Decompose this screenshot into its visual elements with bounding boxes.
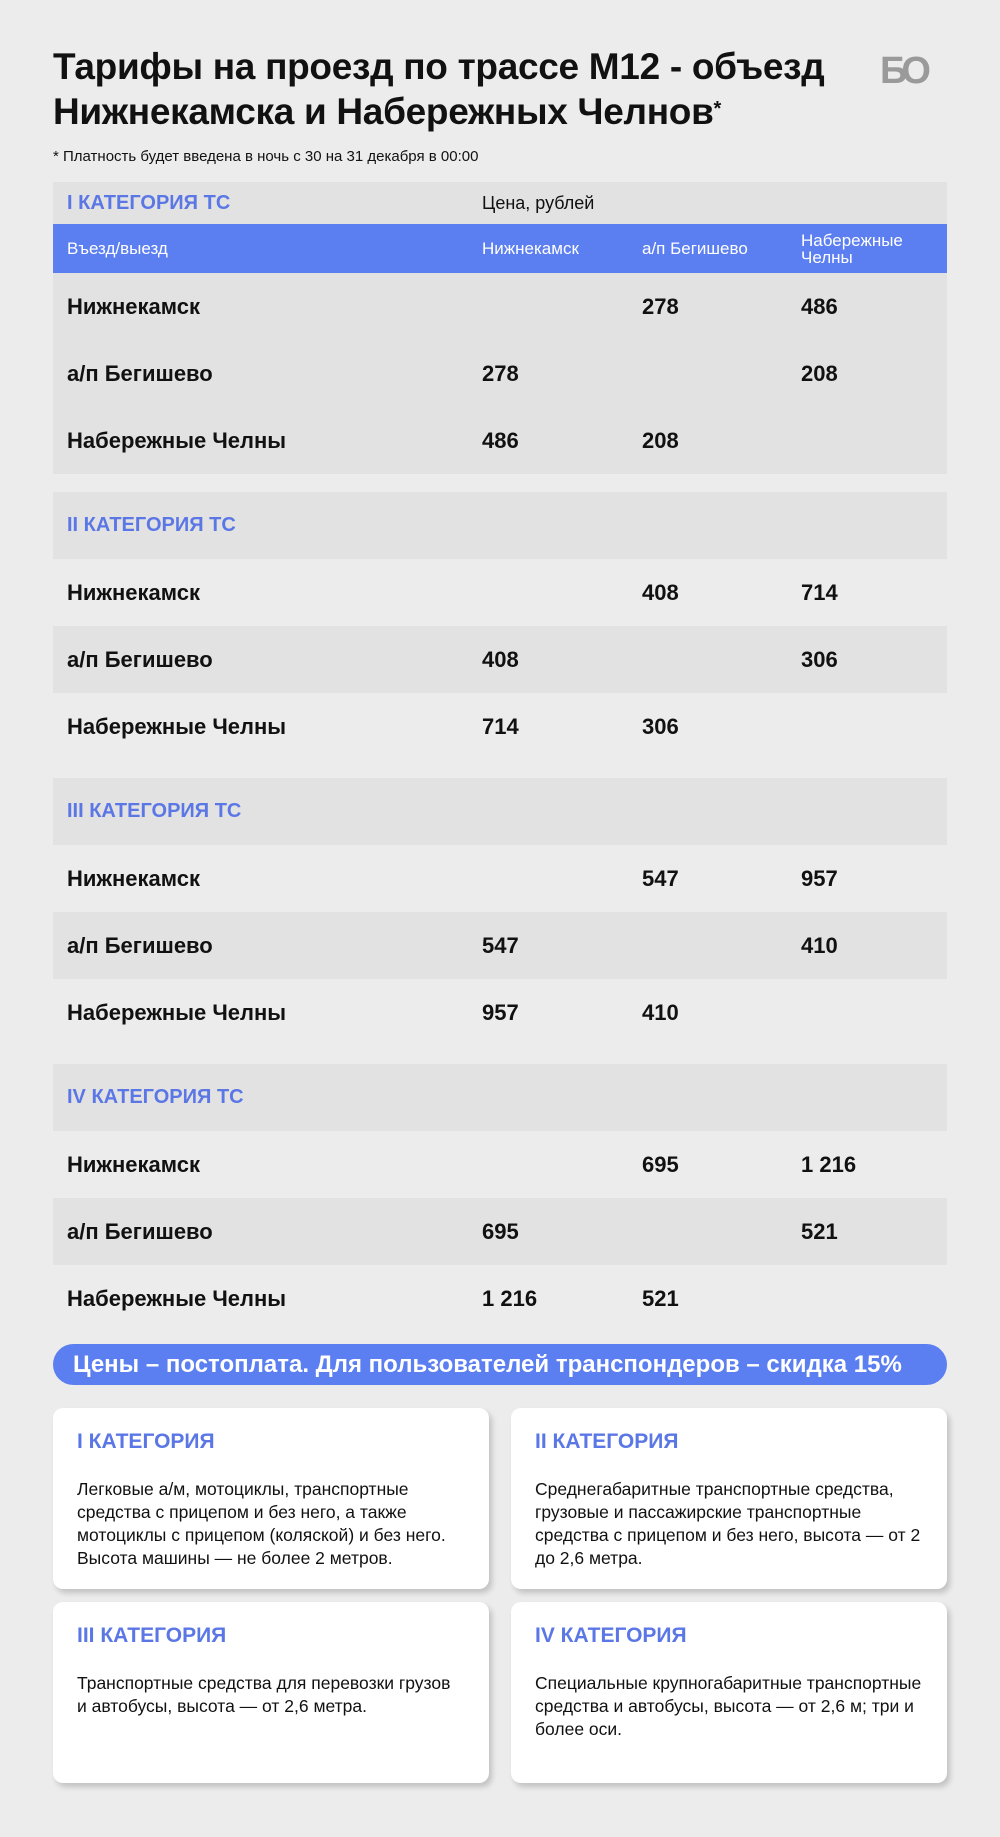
category-title: IV КАТЕГОРИЯ ТС bbox=[67, 1086, 244, 1108]
table-row bbox=[53, 273, 947, 340]
table-row bbox=[53, 979, 947, 1046]
route-name: Нижнекамск bbox=[67, 1151, 201, 1177]
title-footnote-marker: * bbox=[713, 98, 721, 120]
category-title: I КАТЕГОРИЯ ТС bbox=[67, 191, 231, 214]
route-name: Нижнекамск bbox=[67, 293, 201, 319]
price-cell: 208 bbox=[642, 427, 679, 453]
category-card-2 bbox=[511, 1408, 947, 1589]
price-label: Цена, рублей bbox=[482, 192, 595, 213]
table-row bbox=[53, 1131, 947, 1198]
logo-text: БО bbox=[880, 50, 925, 92]
category-card-4 bbox=[511, 1602, 947, 1783]
table-row bbox=[53, 693, 947, 760]
section-gap bbox=[53, 474, 947, 492]
category-row bbox=[53, 492, 947, 559]
route-name: Нижнекамск bbox=[67, 865, 201, 891]
section-gap bbox=[53, 760, 947, 778]
price-cell: 714 bbox=[801, 579, 838, 605]
table-row bbox=[53, 559, 947, 626]
route-name: Набережные Челны bbox=[67, 999, 287, 1025]
category-title: II КАТЕГОРИЯ ТС bbox=[67, 514, 236, 536]
route-name: Набережные Челны bbox=[67, 713, 287, 739]
price-cell: 547 bbox=[482, 932, 519, 958]
route-name: Набережные Челны bbox=[67, 1285, 287, 1311]
footnote: * Платность будет введена в ночь с 30 на 31 декабря в 00:00 bbox=[53, 148, 479, 165]
price-cell: 278 bbox=[642, 293, 679, 319]
price-cell: 521 bbox=[642, 1285, 679, 1311]
price-cell: 408 bbox=[482, 646, 519, 672]
route-name: Набережные Челны bbox=[67, 427, 287, 453]
price-cell: 306 bbox=[801, 646, 838, 672]
table-row bbox=[53, 407, 947, 474]
category-row bbox=[53, 1064, 947, 1131]
tariff-table bbox=[53, 182, 947, 1332]
title-line-2: Нижнекамска и Набережных Челнов bbox=[53, 91, 714, 132]
category-card-title: II КАТЕГОРИЯ bbox=[535, 1430, 679, 1453]
title-line-1: Тарифы на проезд по трассе М12 - объезд bbox=[53, 46, 825, 87]
table-row bbox=[53, 1198, 947, 1265]
category-card-title: III КАТЕГОРИЯ bbox=[77, 1624, 227, 1647]
category-card-title: IV КАТЕГОРИЯ bbox=[535, 1624, 687, 1647]
category-card-text: Среднегабаритные транспортные средства, грузовые и пассажирские транспортные средства с прицепом и без него, высота — от 2 до 2,6 метра. bbox=[535, 1479, 921, 1568]
route-name: а/п Бегишево bbox=[67, 360, 213, 386]
column-header: Нижнекамск bbox=[482, 238, 579, 258]
category-card-3 bbox=[53, 1602, 489, 1783]
price-cell: 410 bbox=[642, 999, 679, 1025]
price-cell: 408 bbox=[642, 579, 679, 605]
page-title bbox=[53, 44, 873, 134]
route-name: Нижнекамск bbox=[67, 579, 201, 605]
route-name: а/п Бегишево bbox=[67, 932, 213, 958]
category-row bbox=[53, 778, 947, 845]
table-row bbox=[53, 1265, 947, 1332]
table-header-row bbox=[53, 224, 947, 273]
table-row bbox=[53, 626, 947, 693]
table-row bbox=[53, 912, 947, 979]
bo-logo bbox=[880, 50, 948, 92]
category-card-1 bbox=[53, 1408, 489, 1589]
column-header: а/п Бегишево bbox=[642, 238, 748, 258]
price-cell: 306 bbox=[642, 713, 679, 739]
price-cell: 1 216 bbox=[482, 1285, 538, 1311]
column-header: Въезд/выезд bbox=[67, 238, 168, 258]
price-cell: 521 bbox=[801, 1218, 838, 1244]
category-card-text: Транспортные средства для перевозки грузов и автобусы, высота — от 2,6 метра. bbox=[77, 1673, 451, 1716]
route-name: а/п Бегишево bbox=[67, 1218, 213, 1244]
price-cell: 1 216 bbox=[801, 1151, 857, 1177]
price-cell: 957 bbox=[482, 999, 519, 1025]
price-cell: 486 bbox=[482, 427, 519, 453]
price-cell: 714 bbox=[482, 713, 519, 739]
price-cell: 410 bbox=[801, 932, 838, 958]
category-row bbox=[53, 182, 947, 224]
price-cell: 208 bbox=[801, 360, 838, 386]
price-cell: 278 bbox=[482, 360, 519, 386]
category-card-title: I КАТЕГОРИЯ bbox=[77, 1430, 215, 1453]
category-card-text: Специальные крупногабаритные транспортные средства и автобусы, высота — от 2,6 м; три и более оси. bbox=[535, 1673, 922, 1739]
category-card-text: Легковые а/м, мотоциклы, транспортные средства с прицепом и без него, а также мотоциклы с прицепом (коляской) и без него. Высота машины — не более 2 метров. bbox=[77, 1479, 446, 1568]
table-row bbox=[53, 340, 947, 407]
price-cell: 486 bbox=[801, 293, 838, 319]
column-header: Набережные Челны bbox=[801, 230, 903, 267]
discount-banner: Цены – постоплата. Для пользователей транспондеров – скидка 15% bbox=[53, 1344, 947, 1385]
price-cell: 695 bbox=[482, 1218, 519, 1244]
price-cell: 957 bbox=[801, 865, 838, 891]
table-row bbox=[53, 845, 947, 912]
price-cell: 695 bbox=[642, 1151, 679, 1177]
price-cell: 547 bbox=[642, 865, 679, 891]
route-name: а/п Бегишево bbox=[67, 646, 213, 672]
category-title: III КАТЕГОРИЯ ТС bbox=[67, 800, 242, 822]
section-gap bbox=[53, 1046, 947, 1064]
